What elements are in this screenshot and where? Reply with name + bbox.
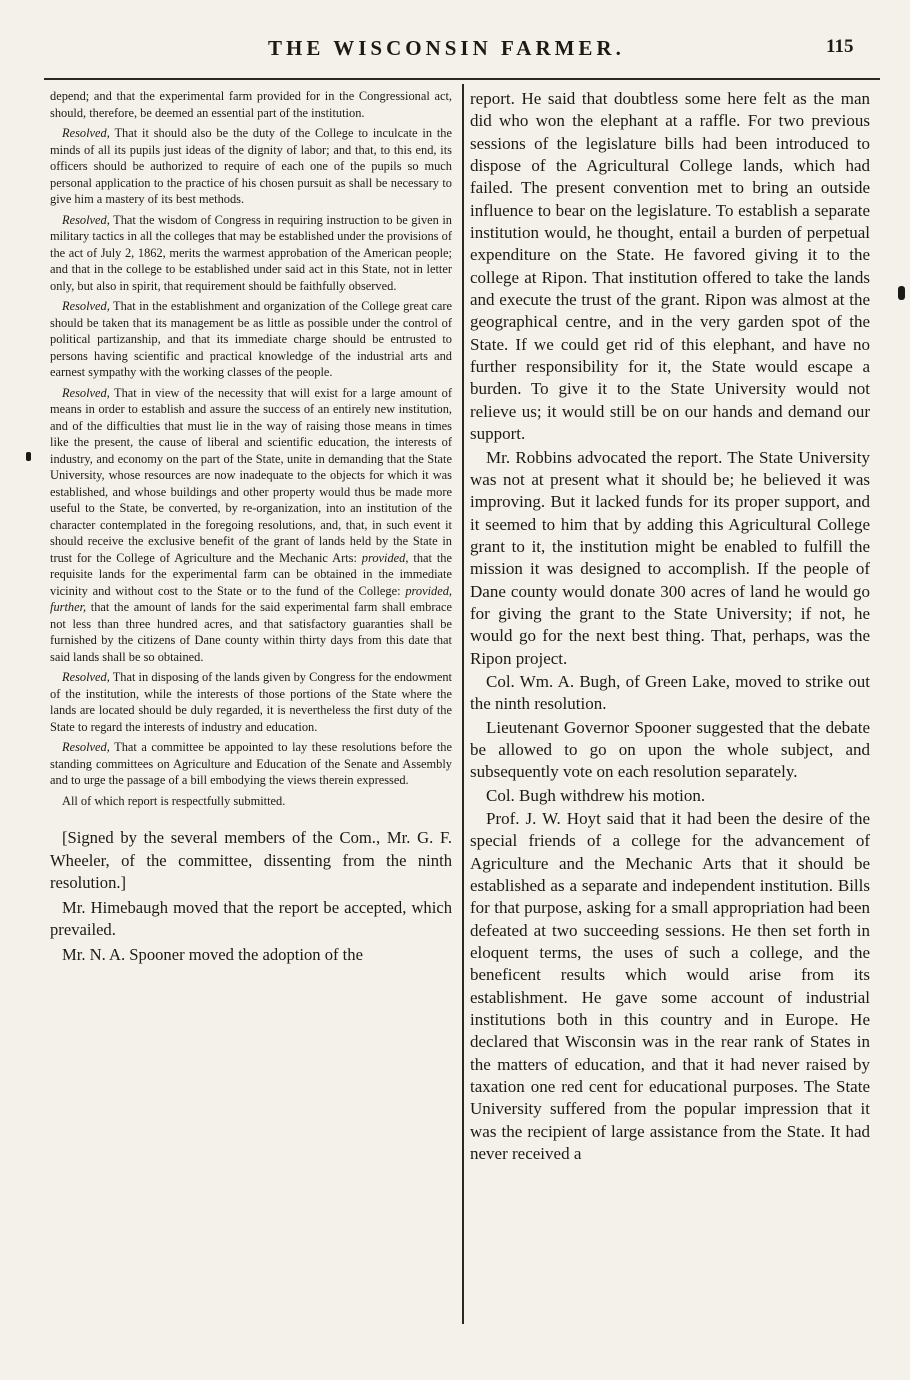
- page-header: [0, 32, 910, 68]
- body-paragraph: Mr. N. A. Spooner moved the adoption of the: [62, 944, 363, 964]
- body-paragraph: Mr. Robbins advocated the report. The State University was not at present what it should be; he believed it was improving. But it lacked funds for its proper support, and it seemed to him that by adding this Agricultural College grant to it, the institution might be enabled to fulfill the mission it was designed to accomplish. If the people of Dane county would donate 300 acres of land he would go for giving the grant to the State University; if not, he would go for the next best thing. That, perhaps, was the Ripon project.: [470, 447, 870, 668]
- resolution-paragraph: Resolved, That the wisdom of Congress in requiring instruction to be given in military tactics in all the colleges that may be established under the provisions of the act of July 2, 1862, merits the warmest approbation of the American people; and that in the college to be established under said act in this State, not in letter only, but also in spirit, that requirement should be faithfully observed.: [50, 212, 452, 293]
- running-title: THE WISCONSIN FARMER.: [268, 36, 625, 60]
- margin-ink-mark-right: [898, 286, 905, 300]
- signature-note: [Signed by the several members of the Com., Mr. G. F. Wheeler, of the committee, dissenting from the ninth resolution.]: [50, 828, 452, 893]
- header-rule: [44, 78, 880, 80]
- resolution-paragraph: Resolved, That in view of the necessity that will exist for a large amount of means in order to establish and assure the success of an entirely new institution, and of the difficulties that must lie in the way of raising those means in times like the present, the cause of liberal and scientific education, the interests of industry, and economy on the part of the State, unite in demanding that the State University, whose resources are now inadequate to the objects for which it was established, and whose buildings and other property would thus be made more useful to the State, be converted, by re-organization, into an institution of the character contemplated in the foregoing resolutions, and, that, in such event it should receive the exclusive benefit of the grant of lands held by the State in trust for the College of Agriculture and the Mechanic Arts: provided, that the requisite lands for the experimental farm can be obtained in the immediate vicinity and without cost to the State or to the fund of the College: provided, further, that the amount of lands for the said experimental farm shall embrace not less than three hundred acres, and that satisfactory guaranties shall be furnished by the citizens of Dane county within thirty days from this date that said lands shall be so obtained.: [50, 385, 452, 664]
- body-paragraph: Lieutenant Governor Spooner suggested that the debate be allowed to go on upon the whole subject, and subsequently vote on each resolution separately.: [470, 717, 870, 782]
- committee-report-resolutions: [50, 88, 452, 809]
- column-divider: [462, 84, 464, 1324]
- report-closing: All of which report is respectfully submitted.: [62, 793, 286, 808]
- proceedings-text-left: [50, 827, 452, 967]
- left-column: [50, 88, 452, 969]
- resolution-paragraph: Resolved, That in disposing of the lands given by Congress for the endowment of the institution, while the interests of those portions of the State where the lands are located should be duly regarded, it is nevertheless the first duty of the State to regard the interests of industry and education.: [50, 670, 452, 734]
- resolution-paragraph: Resolved, That it should also be the duty of the College to inculcate in the minds of all its pupils just ideas of the dignity of labor; and that, to this end, its officers should be authorized to require of each one of the pupils so much personal application to the practice of his chosen pursuit as shall be necessary to give him a mastery of its best methods.: [50, 126, 452, 206]
- page-number: 115: [826, 36, 854, 57]
- right-column: [470, 88, 870, 1167]
- body-paragraph: Mr. Himebaugh moved that the report be accepted, which prevailed.: [50, 897, 452, 940]
- resolution-paragraph: Resolved, That in the establishment and organization of the College great care should be taken that its management be as little as possible under the control of political partizanship, and that its immediate charge should be entrusted to persons having scientific and practical knowledge of the industrial arts and earnest sympathy with the working classes of the people.: [50, 299, 452, 379]
- resolution-paragraph: Resolved, That a committee be appointed to lay these resolutions before the standing committees on Agriculture and Education of the Senate and Assembly and to urge the passage of a bill embodying the views therein expressed.: [50, 740, 452, 787]
- report-paragraph: depend; and that the experimental farm provided for in the Congressional act, should, therefore, be deemed an essential part of the institution.: [50, 89, 452, 120]
- body-paragraph: Col. Bugh withdrew his motion.: [486, 785, 706, 805]
- body-paragraph: Prof. J. W. Hoyt said that it had been the desire of the special friends of a college for the advancement of Agriculture and the Mechanic Arts that it should be established as a separate and independent institution. Bills for that purpose, asking for a small appropriation had been defeated at two succeeding sessions. He then set forth in eloquent terms, the uses of such a college, and the beneficent results which would arise from its establishment. He gave some account of industrial institutions both in this country and in Europe. He declared that Wisconsin was in the rear rank of States in the matters of education, and that it had never raised by taxation one red cent for educational purposes. The State University suffered from the popular impression that it was the recipient of large assistance from the State. It had never received a: [470, 809, 870, 1164]
- body-paragraph: Col. Wm. A. Bugh, of Green Lake, moved to strike out the ninth resolution.: [470, 671, 870, 714]
- margin-ink-mark-left: [26, 452, 31, 461]
- body-paragraph: report. He said that doubtless some here felt as the man did who won the elephant at a raffle. For two previous sessions of the legislature bills had been introduced to dispose of the Agricultural College lands, which had failed. The present convention met to bring an outside influence to bear on the legislature. To establish a separate institution would, he thought, entail a burden of perpetual expenditure on the State. He favored giving it to the college at Ripon. That institution offered to take the lands and execute the trust of the grant. Ripon was almost at the geographical centre, and in the very garden spot of the State. If we could get rid of this elephant, and have no further responsibility for it, the State would escape a burden. To give it to the State University would not relieve us; it would still be on our hands and demand our support.: [470, 89, 870, 444]
